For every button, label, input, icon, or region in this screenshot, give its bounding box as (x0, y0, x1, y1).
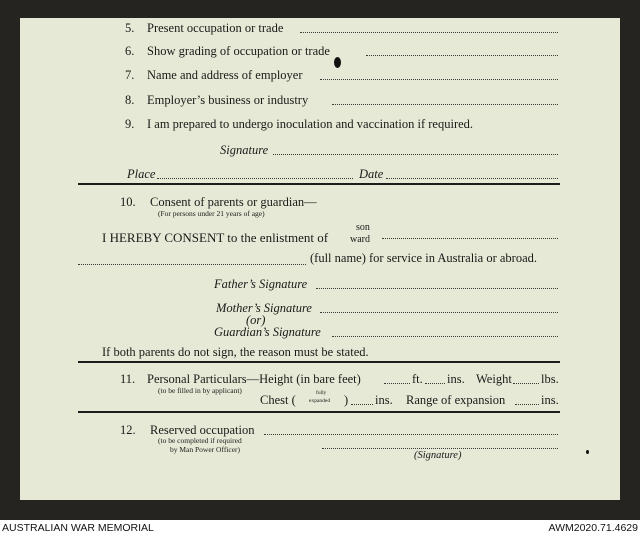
q12-note-1: (to be completed if required (158, 436, 242, 445)
range-line (515, 404, 539, 405)
date-line (386, 178, 558, 179)
q8-number: 8. (125, 93, 135, 107)
chest-line (351, 404, 373, 405)
q6-number: 6. (125, 44, 135, 58)
q5-answer-line (300, 32, 558, 33)
or-label: (or) (246, 313, 266, 327)
q11-label: Personal Particulars—Height (in bare feet) (147, 372, 361, 386)
q12-signature-line (322, 448, 558, 449)
ward-option: ward (350, 234, 370, 245)
weight-label: Weight (476, 372, 512, 386)
chest-close-paren: ) (344, 393, 349, 407)
q5-label: Present occupation or trade (147, 21, 284, 35)
father-signature-line (316, 288, 558, 289)
signature-label: Signature (220, 143, 269, 157)
q12-number: 12. (120, 423, 136, 437)
section-divider-2 (78, 361, 560, 363)
q10-note: (For persons under 21 years of age) (158, 209, 265, 218)
form-page (20, 18, 620, 500)
consent-text: I HEREBY CONSENT to the enlistment of (102, 230, 329, 245)
q11-number: 11. (120, 372, 136, 386)
ins-label-3: ins. (541, 393, 559, 407)
place-line (157, 178, 353, 179)
date-label: Date (359, 167, 384, 181)
q7-label: Name and address of employer (147, 68, 303, 82)
both-parents-note: If both parents do not sign, the reason must be stated. (102, 345, 369, 359)
chest-label: Chest ( (260, 393, 296, 407)
full-name-text: (full name) for service in Australia or abroad. (310, 251, 537, 265)
q12-answer-line (264, 434, 558, 435)
son-option: son (356, 222, 370, 233)
q5-number: 5. (125, 21, 135, 35)
paper-mark (586, 450, 589, 454)
q9-label: I am prepared to undergo inoculation and vaccination if required. (147, 117, 474, 131)
full-name-line (78, 264, 306, 265)
q12-signature-label: (Signature) (414, 450, 462, 461)
section-divider-3 (78, 411, 560, 413)
q12-note-2: by Man Power Officer) (170, 445, 241, 454)
footer-credit: AUSTRALIAN WAR MEMORIAL (2, 522, 154, 534)
ink-blot (334, 57, 341, 68)
fully-label: fully (316, 390, 327, 396)
q7-number: 7. (125, 68, 135, 82)
q10-label: Consent of parents or guardian— (150, 195, 317, 209)
lbs-label: lbs. (541, 372, 559, 386)
range-label: Range of expansion (406, 393, 506, 407)
height-ft-line (384, 383, 410, 384)
expanded-label: expanded (309, 398, 331, 404)
q8-answer-line (332, 104, 558, 105)
q8-label: Employer’s business or industry (147, 93, 309, 107)
place-label: Place (127, 167, 156, 181)
ins-label-1: ins. (447, 372, 465, 386)
q9-number: 9. (125, 117, 135, 131)
guardian-signature-line (332, 336, 558, 337)
mother-signature-line (320, 312, 558, 313)
height-ins-line (425, 383, 445, 384)
consent-name-line (382, 238, 558, 239)
guardian-signature-label: Guardian’s Signature (214, 325, 321, 339)
footer-accession-number: AWM2020.71.4629 (548, 522, 638, 534)
q12-label: Reserved occupation (150, 423, 255, 437)
father-signature-label: Father’s Signature (214, 277, 308, 291)
signature-line (273, 154, 558, 155)
ins-label-2: ins. (375, 393, 393, 407)
q6-answer-line (366, 55, 558, 56)
weight-line (513, 383, 539, 384)
ft-label: ft. (412, 372, 423, 386)
section-divider-1 (78, 183, 560, 185)
mother-signature-label: Mother’s Signature (216, 301, 312, 315)
q6-label: Show grading of occupation or trade (147, 44, 330, 58)
q7-answer-line (320, 79, 558, 80)
q11-note: (to be filled in by applicant) (158, 386, 242, 395)
q10-number: 10. (120, 195, 136, 209)
